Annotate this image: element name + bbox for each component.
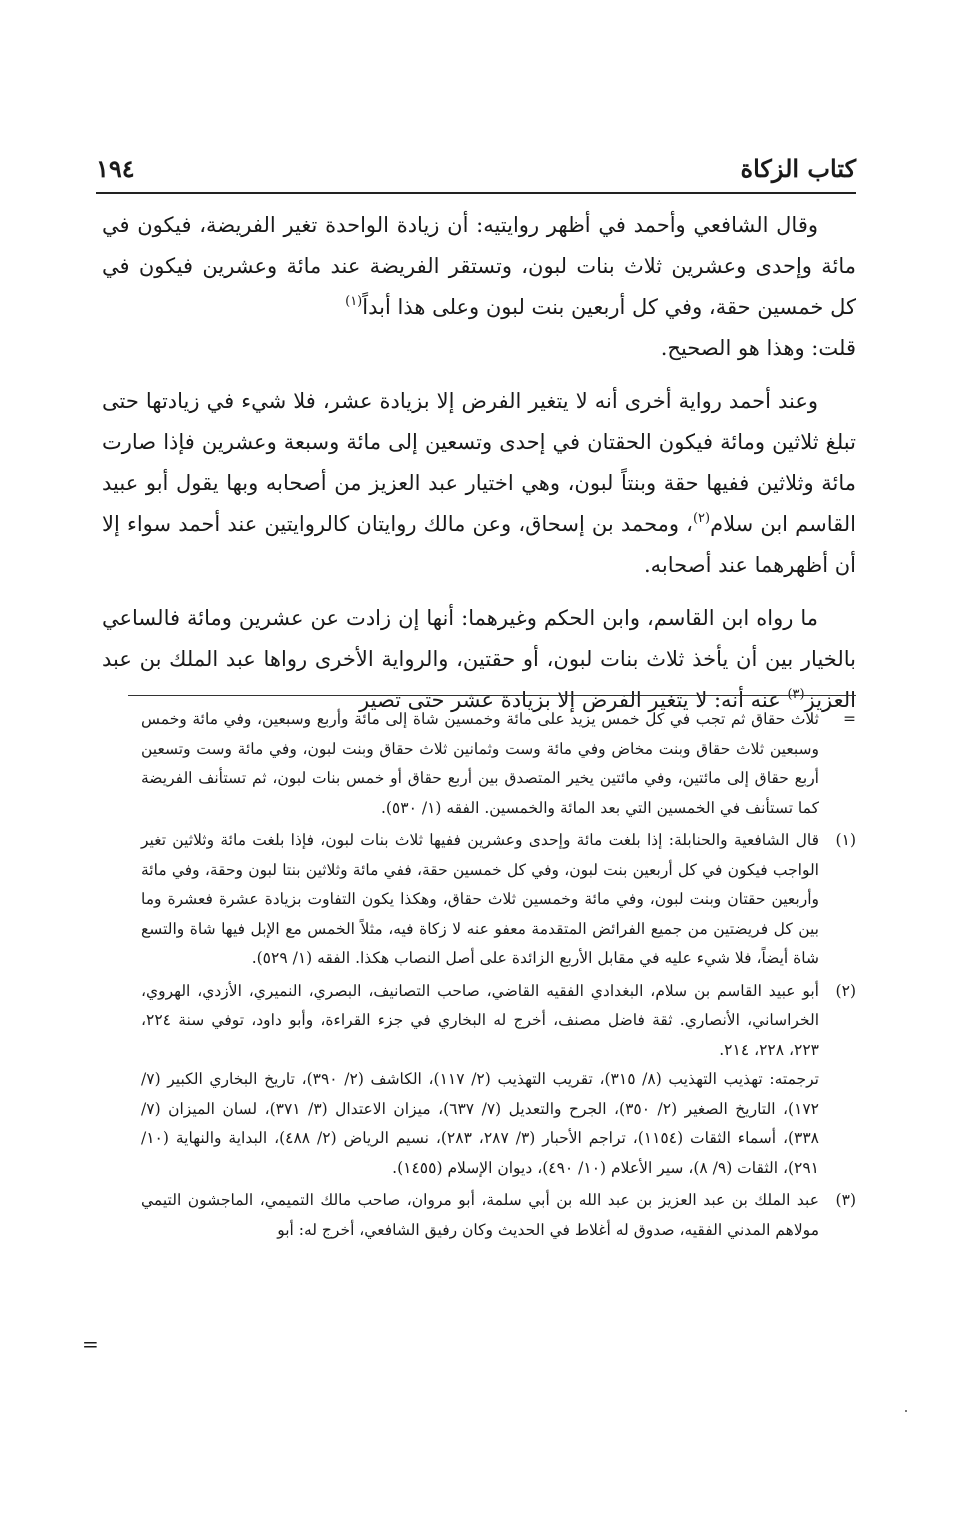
continuation-marker: = xyxy=(843,710,856,728)
paragraph-3-text-b: عنه أنه: لا يتغير الفرض إلا بزيادة عشر حتى تصير xyxy=(359,688,788,712)
footnote-1-marker: (١) xyxy=(835,831,856,849)
footnote-2-marker: (٢) xyxy=(835,981,856,1000)
footnote-3-marker: (٣) xyxy=(835,1191,856,1209)
footnote-ref-1: (١) xyxy=(345,294,363,309)
paragraph-2-text-b: ، ومحمد بن إسحاق، وعن مالك روايتان كالروايتين عند أحمد سواء إلا أن أظهرهما عند أصحابه. xyxy=(102,512,856,577)
paragraph-1-conclusion: قلت: وهذا هو الصحيح. xyxy=(660,336,856,360)
footnotes xyxy=(141,705,856,1248)
chapter-title: كتاب الزكاة xyxy=(740,154,856,183)
running-header xyxy=(96,152,856,194)
footnote-separator xyxy=(128,695,856,696)
paragraph-2 xyxy=(102,381,856,586)
page-number: ١٩٤ xyxy=(96,154,135,183)
footnote-3-text: عبد الملك بن عبد العزيز بن عبد الله بن أبي سلمة، أبو مروان، صاحب مالك التميمي، الماجشون التيمي مولاهم المدني الفقيه، صدوق له أغلاط في الحديث وكان رفيق الشافعي، أخرج له: أبو xyxy=(141,1191,819,1239)
paragraph-3 xyxy=(102,598,856,721)
footnote-1 xyxy=(141,826,856,974)
footnote-ref-2: (٢) xyxy=(692,511,711,526)
footnote-2 xyxy=(141,977,856,1184)
footnote-ref-3: (٣) xyxy=(787,687,805,702)
footnote-3 xyxy=(141,1186,856,1245)
footnote-1-text: قال الشافعية والحنابلة: إذا بلغت مائة وإحدى وعشرين ففيها ثلاث بنات لبون، فإذا بلغت مائة وثلاثين تغير الواجب فيكون في كل أربعين بنت لبون، وفي كل خمسين حقة، ففي مائة وثلاثين بنتا لبون وحقة، وفي مائة وأربعين حقتان وبنت لبون، وفي مائة وخمسين ثلاث حقاق، وهكذا يكون التفاوت بزيادة عشرة فعشرة وما بين كل فريضتين من جميع الفرائض المتقدمة معفو عنه لا زكاة فيه، مثلاً الخمس مع الإبل فيها شاة والتسع شاة أيضاً، فلا شيء عليه في مقابل الأربع الزائدة على أصل النصاب هكذا. الفقه (١/ ٥٢٩). xyxy=(141,831,819,967)
footnote-2-text: أبو عبيد القاسم بن سلام، البغدادي الفقيه القاضي، صاحب التصانيف، البصري، النميري، الأزدي، الهروي، الخراساني، الأنصاري. ثقة فاضل مصنف، أخرج له البخاري في جزء القراءة، وأبو داود، توفي سنة ٢٢٤، ٢٢٣، ٢٢٨، ٢١٤. xyxy=(141,981,819,1059)
continues-next-page-marker: = xyxy=(82,1332,99,1356)
paragraph-1-text: وقال الشافعي وأحمد في أظهر روايتيه: أن زيادة الواحدة تغير الفريضة، فيكون في مائة وإحدى وعشرين ثلاث بنات لبون، وتستقر الفريضة عند مائة وعشرين فيكون في كل خمسين حقة، وفي كل أربعين بنت لبون وعلى هذا أبداً xyxy=(102,213,856,319)
paragraph-2-text-a: وعند أحمد رواية أخرى أنه لا يتغير الفرض إلا بزيادة عشر، فلا شيء في زيادتها حتى تبلغ ثلاثين ومائة فيكون الحقتان في إحدى وتسعين إلى مائة وسبعة وعشرين فإذا صارت مائة وثلاثين ففيها حقة وبنتاً لبون، وهي اختيار عبد العزيز من أصحابه وبها يقول أبو عبيد القاسم ابن سلام xyxy=(102,389,856,536)
footnote-2-sources: ترجمته: تهذيب التهذيب (٨/ ٣١٥)، تقريب التهذيب (٢/ ١١٧)، الكاشف (٢/ ٣٩٠)، تاريخ البخاري الكبير (٧/ ١٧٢)، التاريخ الصغير (٢/ ٣٥٠)، الجرح والتعديل (٧/ ٦٣٧)، ميزان الاعتدال (٣/ ٣٧١)، لسان الميزان (٧/ ٣٣٨)، أسماء الثقات (١١٥٤)، تراجم الأحبار (٣/ ٢٨٧، ٢٨٣)، نسيم الرياض (٢/ ٤٨٨)، البداية والنهاية (١٠/ ٢٩١)، الثقات (٩/ ٨)، سير الأعلام (١٠/ ٤٩٠)، ديوان الإسلام (١٤٥٥). xyxy=(141,1070,820,1177)
paragraph-1 xyxy=(102,205,856,369)
main-text xyxy=(102,205,856,733)
page-speck xyxy=(905,1410,907,1412)
paragraph-3-text-a: ما رواه ابن القاسم، وابن الحكم وغيرهما: أنها إن زادت عن عشرين ومائة فالساعي بالخيار بين أن يأخذ ثلاث بنات لبون، أو حقتين، والرواية الأخرى رواها عبد الملك بن عبد العزيز xyxy=(102,606,856,712)
footnote-continuation-text: ثلاث حقاق ثم تجب في كل خمس يزيد على مائة وخمسين شاة إلى مائة وأربع وسبعين، وفي مائة وخمس وسبعين ثلاث حقاق وبنت مخاض وفي مائة وست وثمانين ثلاث حقاق وبنت لبون، وفي مائة وست وتسعين أربع حقاق إلى مائتين، وفي مائتين يخير المتصدق بين أربع حقاق أو خمس بنات لبون، ثم تستأنف الفريضة كما تستأنف في الخمسين التي بعد المائة والخمسين. الفقه (١/ ٥٣٠). xyxy=(141,710,819,817)
footnote-continuation xyxy=(141,705,856,823)
